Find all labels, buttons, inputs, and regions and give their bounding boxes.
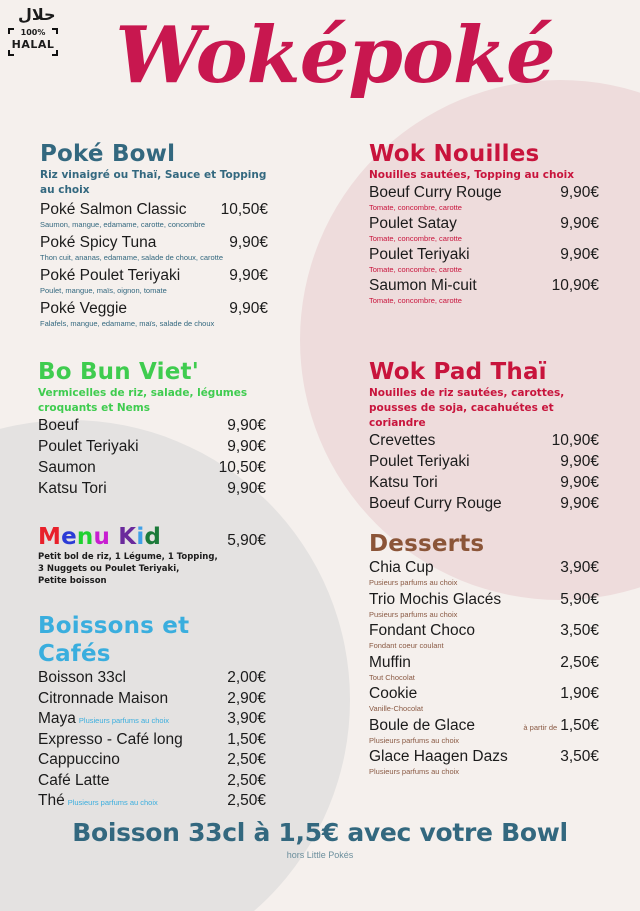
item-price: 2,50€	[227, 751, 266, 768]
item-description: Plusieurs parfums au choix	[369, 735, 460, 745]
item-price	[557, 590, 599, 612]
item-price: 9,90€	[560, 246, 599, 263]
section-title: Wok Pad Thaï	[369, 359, 547, 385]
section-boissons	[38, 612, 266, 812]
item-name: Poulet Satay	[369, 215, 457, 232]
item-name: Saumon	[38, 459, 96, 476]
price-value: 1,50€	[560, 716, 599, 734]
item-description: Petit bol de riz, 1 Légume, 1 Topping,	[38, 552, 218, 562]
item-name-text: Café Latte	[38, 771, 110, 789]
item-price: 9,90€	[229, 234, 268, 251]
section-menu-kid	[38, 523, 266, 587]
menu-item	[369, 183, 599, 214]
menu-item	[369, 684, 599, 716]
price-prefix: à partir de	[523, 722, 558, 732]
item-name-text: Cappuccino	[38, 751, 120, 768]
item-name: Fondant Choco	[369, 622, 475, 639]
menu-item	[38, 771, 266, 792]
item-price	[557, 558, 599, 580]
item-name-text: Citronnade Maison	[38, 689, 169, 707]
section-desserts	[369, 530, 599, 779]
item-price	[557, 747, 599, 769]
halal-badge	[8, 6, 58, 58]
menu-item	[40, 266, 268, 297]
item-description: Thon cuit, ananas, edamame, salade de choux, carotte	[40, 253, 224, 262]
menu-item	[40, 299, 268, 330]
item-price: 9,90€	[227, 417, 266, 434]
item-description: Vanille-Chocolat	[369, 704, 424, 713]
item-price: 3,90€	[227, 710, 266, 727]
item-name: Muffin	[369, 653, 411, 671]
section-subtitle: Nouilles sautées, Topping au choix	[369, 169, 575, 181]
section-title: Boissons et Cafés	[38, 613, 190, 667]
price-value: 3,50€	[560, 622, 599, 639]
menu-item	[369, 494, 599, 515]
title-letter: u	[93, 524, 111, 550]
title-letter: i	[136, 524, 145, 550]
title-letter: d	[144, 524, 162, 550]
section-title: Poké Bowl	[40, 141, 176, 167]
item-description: Saumon, mangue, edamame, carotte, concombre	[40, 220, 206, 229]
menu-item	[38, 709, 266, 730]
menu-item	[40, 200, 268, 231]
item-description: Plusieurs parfums au choix	[369, 767, 460, 776]
item-name: Poulet Teriyaki	[38, 438, 139, 455]
menu-item	[369, 473, 599, 494]
item-note: Plusieurs parfums au choix	[78, 716, 169, 725]
item-price: 2,50€	[227, 792, 266, 809]
item-name: Trio Mochis Glacés	[369, 590, 502, 608]
item-name: Poulet Teriyaki	[369, 246, 470, 263]
item-name-text: Expresso - Café long	[38, 730, 183, 748]
menu-item	[369, 621, 599, 653]
item-price: 9,90€	[227, 480, 266, 497]
price-value: 3,50€	[560, 748, 599, 765]
item-name: Boeuf	[38, 417, 79, 434]
menu-item	[38, 730, 266, 751]
item-name: Cookie	[369, 685, 418, 702]
menu-item	[369, 276, 599, 307]
item-name-text: Boisson 33cl	[38, 669, 126, 686]
item-description: Fondant coeur coulant	[369, 641, 444, 650]
title-letter: n	[76, 524, 94, 550]
price-value: 3,90€	[560, 559, 599, 576]
menu-item	[369, 590, 599, 622]
item-description: Poulet, mangue, maïs, oignon, tomate	[40, 286, 167, 295]
item-description: Tomate, concombre, carotte	[369, 203, 462, 212]
item-description: Pusieurs parfums au choix	[369, 609, 458, 619]
item-description: Tomate, concombre, carotte	[369, 296, 462, 305]
item-name: Poké Veggie	[40, 300, 128, 317]
item-price: 2,00€	[227, 669, 266, 686]
price-value: 1,90€	[560, 685, 599, 702]
title-letter: M	[38, 524, 62, 550]
halal-word: HALAL	[11, 38, 55, 51]
item-price	[557, 653, 599, 675]
section-subtitle: Riz vinaigré ou Thaï, Sauce et Topping au choix	[40, 169, 267, 196]
item-name: Crevettes	[369, 432, 436, 449]
item-name: Katsu Tori	[38, 480, 107, 497]
section-subtitle: Nouilles de riz sautées, carottes, pousses de soja, cacahuétes et coriandre	[369, 387, 565, 429]
item-name: Boule de Glace	[369, 716, 475, 734]
item-description: Tomate, concombre, carotte	[369, 265, 462, 274]
menu-item	[38, 458, 266, 479]
item-description: Petite boisson	[38, 576, 107, 586]
halal-arabic-text: حلال	[18, 5, 56, 24]
item-note: Plusieurs parfums au choix	[67, 798, 158, 807]
section-wok-pad-thai	[369, 358, 599, 515]
item-price: 10,50€	[218, 459, 266, 476]
price-value: 5,90€	[560, 590, 599, 608]
item-price: 10,90€	[551, 277, 599, 294]
item-price: 9,90€	[229, 300, 268, 317]
section-bo-bun	[38, 358, 266, 500]
item-price: 10,90€	[551, 432, 599, 449]
item-name: Boeuf Curry Rouge	[369, 184, 502, 201]
item-price: 5,90€	[227, 532, 266, 549]
item-price	[557, 684, 599, 706]
menu-item	[369, 716, 599, 748]
item-name: Poulet Teriyaki	[369, 453, 470, 470]
item-name: Poké Salmon Classic	[40, 201, 187, 218]
section-title: Wok Nouilles	[369, 141, 540, 167]
brand-logo: Woképoké	[115, 10, 555, 101]
menu-item	[369, 747, 599, 779]
menu-item	[38, 437, 266, 458]
item-price: 9,90€	[560, 184, 599, 201]
item-description: Pusieurs parfums au choix	[369, 578, 458, 587]
item-name-text: Maya	[38, 710, 76, 727]
item-name: Glace Haagen Dazs	[369, 748, 508, 765]
item-price: 9,90€	[227, 438, 266, 455]
section-title: Bo Bun Viet'	[38, 359, 199, 385]
title-letter: K	[118, 524, 137, 550]
item-price: 2,50€	[227, 771, 266, 789]
item-description: 3 Nuggets ou Poulet Teriyaki,	[38, 564, 180, 574]
menu-item	[369, 431, 599, 452]
menu-item	[38, 689, 266, 710]
item-price: 1,50€	[227, 730, 266, 748]
menu-item	[369, 245, 599, 276]
item-name: Katsu Tori	[369, 474, 438, 491]
item-name: Chia Cup	[369, 559, 434, 576]
item-name: Poké Poulet Teriyaki	[40, 267, 181, 284]
promo-note: hors Little Pokés	[286, 850, 354, 860]
item-price: 9,90€	[560, 474, 599, 491]
promo-banner: Boisson 33cl à 1,5€ avec votre Bowl	[72, 818, 568, 847]
menu-item	[369, 214, 599, 245]
item-name: Boeuf Curry Rouge	[369, 495, 502, 512]
item-name: Poké Spicy Tuna	[40, 234, 157, 251]
menu-item	[369, 653, 599, 685]
menu-item	[38, 416, 266, 437]
item-price	[523, 716, 599, 738]
item-price: 9,90€	[229, 267, 268, 284]
item-name: Saumon Mi-cuit	[369, 277, 477, 294]
item-description: Tout Chocolat	[369, 672, 415, 682]
menu-item	[38, 479, 266, 500]
item-price: 9,90€	[560, 215, 599, 232]
menu-item	[38, 791, 266, 812]
section-subtitle: Vermicelles de riz, salade, légumes croquants et Nems	[38, 387, 248, 414]
menu-item	[38, 750, 266, 771]
section-title: Desserts	[369, 531, 485, 557]
price-value: 2,50€	[560, 653, 599, 671]
menu-item	[38, 668, 266, 689]
item-name-text: Thé	[38, 792, 65, 809]
item-price: 2,90€	[227, 689, 266, 707]
item-price	[557, 621, 599, 643]
menu-item	[40, 233, 268, 264]
menu-item	[369, 452, 599, 473]
menu-item	[369, 558, 599, 590]
item-description: Falafels, mangue, edamame, maïs, salade de choux	[40, 319, 215, 328]
item-price: 9,90€	[560, 495, 599, 512]
section-wok-nouilles	[369, 140, 599, 307]
item-price: 9,90€	[560, 453, 599, 470]
title-letter: e	[61, 524, 77, 550]
item-price: 10,50€	[220, 201, 268, 218]
halal-percent: 100%	[20, 28, 46, 37]
section-poke-bowl	[40, 140, 268, 330]
item-description: Tomate, concombre, carotte	[369, 234, 462, 243]
